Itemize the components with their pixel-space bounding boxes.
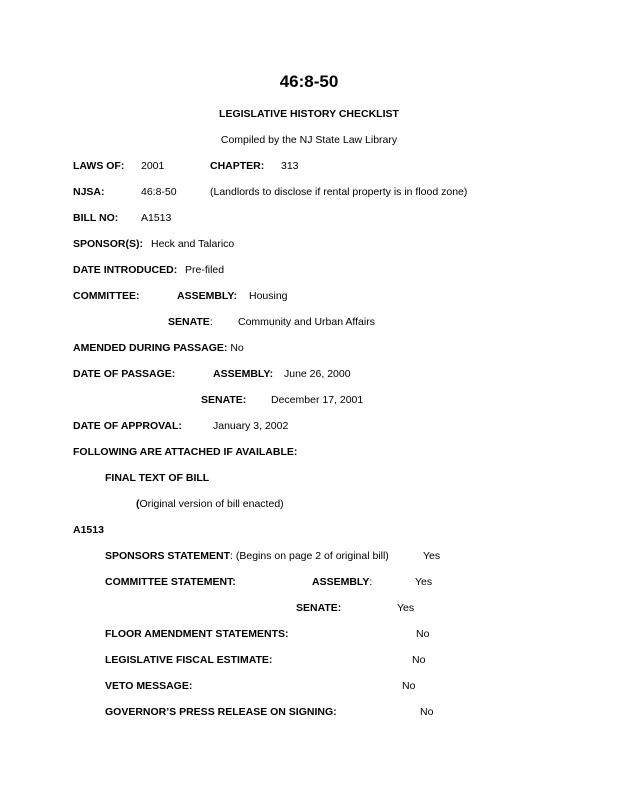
floor-amendment-value: No [416, 628, 430, 640]
passage-senate-value: December 17, 2001 [271, 394, 364, 406]
sponsors-statement-label: SPONSORS STATEMENT [105, 550, 231, 562]
document-number: 46:8-50 [279, 72, 339, 91]
committee-statement-assembly-colon: : [369, 576, 373, 588]
bill-no-label: BILL NO: [73, 212, 119, 224]
passage-assembly-value: June 26, 2000 [284, 368, 351, 380]
press-release-value: No [420, 706, 434, 718]
committee-statement-senate-label: SENATE: [296, 602, 342, 614]
date-of-approval-value: January 3, 2002 [213, 420, 289, 432]
committee-label: COMMITTEE: [73, 290, 140, 302]
njsa-label: NJSA: [73, 186, 105, 198]
njsa-description: (Landlords to disclose if rental property is in flood zone) [210, 186, 468, 198]
committee-statement-label: COMMITTEE STATEMENT: [105, 576, 236, 588]
final-text-note-paren: ( [136, 498, 140, 510]
committee-senate-value: Community and Urban Affairs [238, 316, 375, 328]
sponsors-value: Heck and Talarico [151, 238, 235, 250]
chapter-value: 313 [281, 160, 299, 172]
laws-of-label: LAWS OF: [73, 160, 125, 172]
date-introduced-label: DATE INTRODUCED: [73, 264, 178, 276]
veto-message-label: VETO MESSAGE: [105, 680, 193, 692]
date-of-approval-label: DATE OF APPROVAL: [73, 420, 182, 432]
date-introduced-value: Pre-filed [185, 264, 225, 276]
document-title: LEGISLATIVE HISTORY CHECKLIST [219, 108, 399, 120]
sponsors-statement-line [105, 550, 389, 562]
committee-statement-assembly-value: Yes [415, 576, 433, 588]
sponsors-statement-value: Yes [423, 550, 441, 562]
committee-senate-colon: : [209, 316, 213, 328]
passage-senate-label: SENATE: [201, 394, 247, 406]
fiscal-estimate-value: No [412, 654, 426, 666]
committee-statement-assembly-text: ASSEMBLY [312, 576, 370, 588]
bill-no-value: A1513 [141, 212, 172, 224]
final-text-note [136, 498, 284, 510]
floor-amendment-label: FLOOR AMENDMENT STATEMENTS: [105, 628, 289, 640]
committee-senate-label-text: SENATE [168, 316, 210, 328]
compiled-by: Compiled by the NJ State Law Library [220, 134, 398, 146]
press-release-label: GOVERNOR’S PRESS RELEASE ON SIGNING: [105, 706, 337, 718]
final-text-label: FINAL TEXT OF BILL [105, 472, 210, 484]
date-of-passage-label: DATE OF PASSAGE: [73, 368, 176, 380]
attached-heading: FOLLOWING ARE ATTACHED IF AVAILABLE: [73, 446, 298, 458]
passage-assembly-label: ASSEMBLY: [213, 368, 274, 380]
njsa-value: 46:8-50 [141, 186, 177, 198]
chapter-label: CHAPTER: [210, 160, 265, 172]
committee-assembly-label: ASSEMBLY: [177, 290, 238, 302]
bill-section-heading: A1513 [73, 524, 104, 536]
sponsors-statement-note: : (Begins on page 2 of original bill) [230, 550, 389, 562]
committee-statement-assembly-label [312, 576, 372, 588]
amended-label: AMENDED DURING PASSAGE: [73, 342, 228, 354]
committee-senate-label [168, 316, 213, 328]
committee-statement-senate-value: Yes [397, 602, 415, 614]
amended-value: No [230, 342, 244, 354]
fiscal-estimate-label: LEGISLATIVE FISCAL ESTIMATE: [105, 654, 273, 666]
final-text-note-text: Original version of bill enacted) [139, 498, 284, 510]
amended-line [73, 342, 244, 354]
laws-of-value: 2001 [141, 160, 165, 172]
committee-assembly-value: Housing [249, 290, 288, 302]
veto-message-value: No [402, 680, 416, 692]
sponsors-label: SPONSOR(S): [73, 238, 144, 250]
